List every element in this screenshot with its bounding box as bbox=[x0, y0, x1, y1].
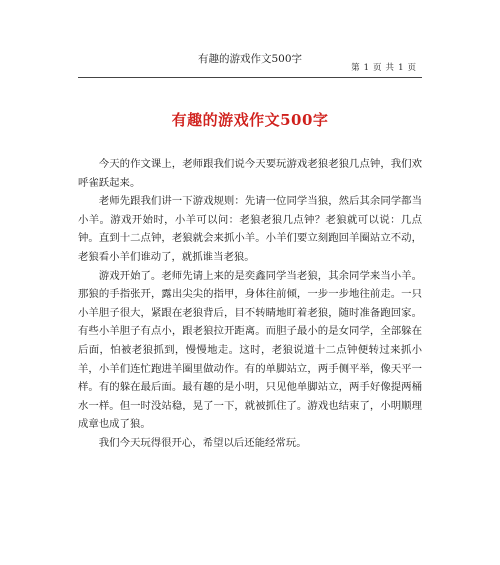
page-prefix: 第 bbox=[351, 63, 360, 73]
header-divider bbox=[78, 77, 422, 78]
page-unit: 页 bbox=[373, 63, 382, 73]
page-current: 1 bbox=[363, 63, 370, 73]
document-title: 有趣的游戏作文500字 bbox=[171, 111, 329, 130]
document-body bbox=[78, 155, 422, 453]
page-total: 1 bbox=[398, 63, 404, 73]
page-suffix: 页 bbox=[407, 63, 416, 73]
paragraph-1: 今天的作文课上，老师跟我们说今天要玩游戏老狼老狼几点钟，我们欢呼雀跃起来。 bbox=[78, 158, 422, 189]
paragraph-4: 我们今天玩得很开心，希望以后还能经常玩。 bbox=[98, 436, 307, 449]
page-total-prefix: 共 bbox=[385, 63, 395, 73]
paragraph-3: 游戏开始了。老师先请上来的是奕鑫同学当老狼，其余同学来当小羊。那狼的手指张开，露出尖尖的指甲，身体往前倾，一步一步地往前走。一只小羊胆子很大，紧跟在老狼背后，目不转睛地盯着老狼，随时准备跑回家。有些小羊胆子有点小，跟老狼拉开距离。而胆子最小的是女同学，全部躲在后面，怕被老狼抓到，慢慢地走。这时，老狼说道十二点钟便转过来抓小羊，小羊们连忙跑进羊圈里做动作。有的单脚站立，两手侧平举，像天平一样。有的躲在最后面。最有趣的是小明，只见他单脚站立，两手好像提两桶水一样。但一时没站稳，晃了一下，就被抓住了。游戏也结束了，小明顺理成章也成了狼。 bbox=[78, 269, 422, 431]
running-header-title: 有趣的游戏作文500字 bbox=[197, 53, 303, 65]
paragraph-2: 老师先跟我们讲一下游戏规则：先请一位同学当狼，然后其余同学都当小羊。游戏开始时，小羊可以问：老狼老狼几点钟？老狼就可以说：几点钟。直到十二点钟，老狼就会来抓小羊。小羊们要立刻跑回羊圈站立不动，老狼看小羊们谁动了，就抓谁当老狼。 bbox=[78, 195, 422, 263]
page-number-indicator bbox=[349, 62, 418, 74]
